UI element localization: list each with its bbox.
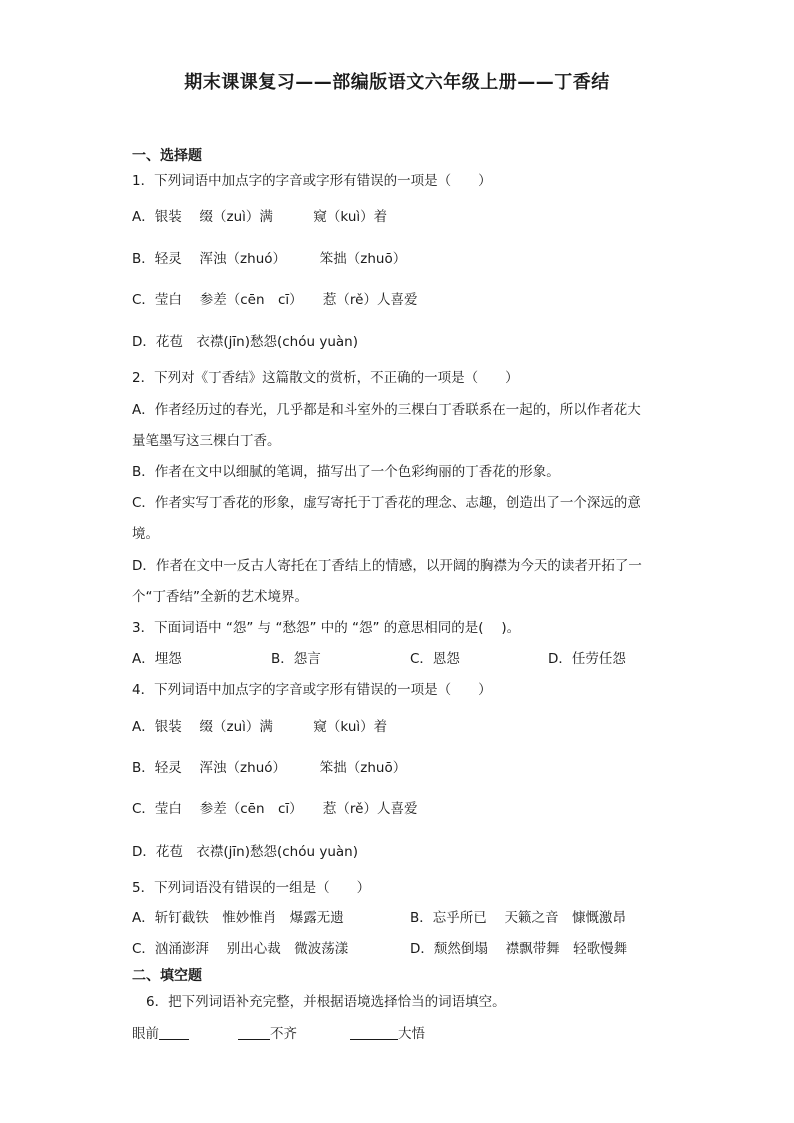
question-4-option-d: D．花苞 衣襟(jīn)愁怨(chóu yuàn): [132, 844, 358, 860]
question-4-stem: 4．下列词语中加点字的字音或字形有错误的一项是（ ）: [132, 682, 492, 698]
section-heading-fill-in: 二、填空题: [132, 968, 202, 984]
question-2-option-d-line1: D．作者在文中一反古人寄托在丁香结上的情感，以开阔的胸襟为今天的读者开拓了一: [132, 558, 642, 574]
question-6-stem: 6．把下列词语补充完整，并根据语境选择恰当的词语填空。: [146, 994, 506, 1010]
question-1-stem: 1．下列词语中加点字的字音或字形有错误的一项是（ ）: [132, 173, 492, 189]
document-title: 期末课课复习——部编版语文六年级上册——丁香结: [184, 72, 610, 93]
question-5-row-1: [132, 908, 692, 928]
blank-1-underline[interactable]: [159, 1025, 189, 1040]
question-3-option-c: C．恩怨: [410, 651, 460, 667]
question-2-option-c-line1: C．作者实写丁香花的形象，虚写寄托于丁香花的理念、志趣，创造出了一个深远的意: [132, 495, 641, 511]
question-3-stem: 3．下面词语中 “怨” 与 “愁怨” 中的 “怨” 的意思相同的是( )。: [132, 620, 521, 636]
question-1-option-a: A．银装 缀（zuì）满 窥（kuì）着: [132, 209, 388, 225]
question-2-option-b: B．作者在文中以细腻的笔调，描写出了一个色彩绚丽的丁香花的形象。: [132, 464, 560, 480]
blank-1-prefix: 眼前: [132, 1026, 159, 1042]
blank-item-1: [132, 1024, 189, 1044]
question-2-option-c-line2: 境。: [132, 526, 159, 542]
question-6-blanks: [132, 1024, 692, 1044]
question-5-stem: 5．下列词语没有错误的一组是（ ）: [132, 880, 371, 896]
question-3-options: [132, 649, 692, 669]
question-5-option-a: A．斩钉截铁 惟妙惟肖 爆露无遗: [132, 910, 344, 926]
question-2-option-a-line1: A．作者经历过的春光，几乎都是和斗室外的三棵白丁香联系在一起的，所以作者花大: [132, 402, 641, 418]
question-5-option-d: D．颓然倒塌 襟飘带舞 轻歌慢舞: [410, 941, 628, 957]
blank-item-3: [350, 1024, 425, 1044]
question-1-option-c: C．莹白 参差（cēn cī） 惹（rě）人喜爱: [132, 292, 418, 308]
question-4-option-c: C．莹白 参差（cēn cī） 惹（rě）人喜爱: [132, 801, 418, 817]
question-1-option-d: D．花苞 衣襟(jīn)愁怨(chóu yuàn): [132, 334, 358, 350]
question-3-option-b: B．怨言: [271, 651, 321, 667]
question-2-option-a-line2: 量笔墨写这三棵白丁香。: [132, 433, 281, 449]
question-3-option-d: D．任劳任怨: [548, 651, 626, 667]
blank-3-underline[interactable]: [350, 1025, 398, 1040]
question-4-option-a: A．银装 缀（zuì）满 窥（kuì）着: [132, 719, 388, 735]
question-5-option-b: B．忘乎所已 天籁之音 慷慨激昂: [410, 910, 627, 926]
question-4-option-b: B．轻灵 浑浊（zhuó） 笨拙（zhuō）: [132, 760, 407, 776]
blank-2-suffix: 不齐: [270, 1026, 297, 1042]
question-1-option-b: B．轻灵 浑浊（zhuó） 笨拙（zhuō）: [132, 251, 407, 267]
blank-2-underline[interactable]: [238, 1025, 270, 1040]
question-5-option-c: C．汹涌澎湃 别出心裁 微波荡漾: [132, 941, 349, 957]
question-2-option-d-line2: 个“丁香结”全新的艺术境界。: [132, 589, 308, 605]
question-2-stem: 2．下列对《丁香结》这篇散文的赏析，不正确的一项是（ ）: [132, 370, 519, 386]
blank-item-2: [238, 1024, 297, 1044]
question-3-option-a: A．埋怨: [132, 651, 182, 667]
blank-3-suffix: 大悟: [398, 1026, 425, 1042]
section-heading-choice: 一、选择题: [132, 148, 202, 164]
question-5-row-2: [132, 939, 692, 959]
